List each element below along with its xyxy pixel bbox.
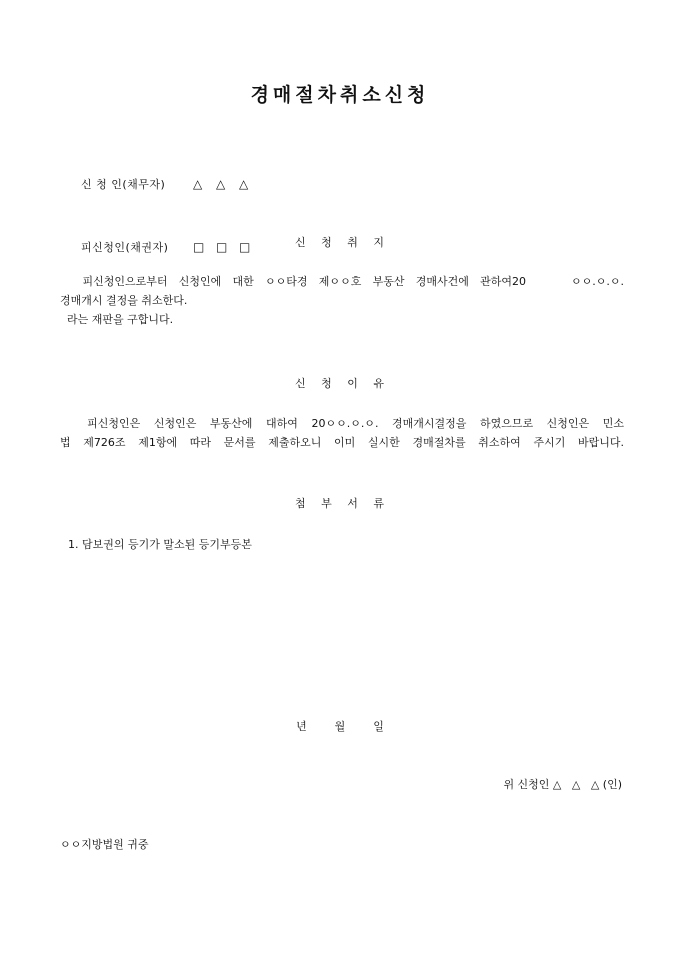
applicant-mark: △ bbox=[192, 177, 203, 191]
applicant-mark: △ bbox=[215, 177, 226, 191]
attachments-list bbox=[68, 535, 632, 554]
respondent-mark: □ bbox=[192, 240, 205, 254]
purpose-line: 피신청인으로부터 신청인에 대한 ㅇㅇ타경 제ㅇㅇ호 부동산 경매사건에 관하여20 ㅇㅇ.ㅇ.ㅇ. bbox=[60, 275, 624, 288]
purpose-heading: 신 청 취 지 bbox=[295, 236, 385, 249]
applicant-row bbox=[60, 153, 262, 216]
date-line: 년 월 일 bbox=[296, 720, 384, 733]
purpose-line: 경매개시 결정을 취소한다. bbox=[60, 294, 188, 307]
applicant-label: 신 청 인(채무자) bbox=[80, 178, 166, 191]
reason-heading: 신 청 이 유 bbox=[295, 377, 385, 390]
respondent-mark: □ bbox=[238, 240, 251, 254]
purpose-paragraph bbox=[60, 272, 624, 329]
respondent-mark: □ bbox=[215, 240, 228, 254]
respondent-label: 피신청인(채권자) bbox=[80, 241, 169, 254]
attachment-item: 1. 담보권의 등기가 말소된 등기부등본 bbox=[68, 538, 252, 551]
parties-block bbox=[60, 153, 262, 279]
reason-paragraph bbox=[60, 414, 624, 452]
reason-line: 법 제726조 제1항에 따라 문서를 제출하오니 이미 실시한 경매절차를 취소하여 주시기 바랍니다. bbox=[60, 436, 624, 449]
applicant-mark: △ bbox=[238, 177, 249, 191]
attachments-heading: 첨 부 서 류 bbox=[295, 497, 385, 510]
purpose-line: 라는 재판을 구합니다. bbox=[60, 313, 174, 326]
signature-line: 위 신청인 △ △ △ (인) bbox=[503, 778, 622, 791]
reason-line: 피신청인은 신청인은 부동산에 대하여 20ㅇㅇ.ㅇ.ㅇ. 경매개시결정을 하였으므로 신청인은 민소 bbox=[60, 417, 624, 430]
court-addressee: ㅇㅇ지방법원 귀중 bbox=[60, 838, 149, 851]
document-title: 경매절차취소신청 bbox=[250, 84, 430, 106]
